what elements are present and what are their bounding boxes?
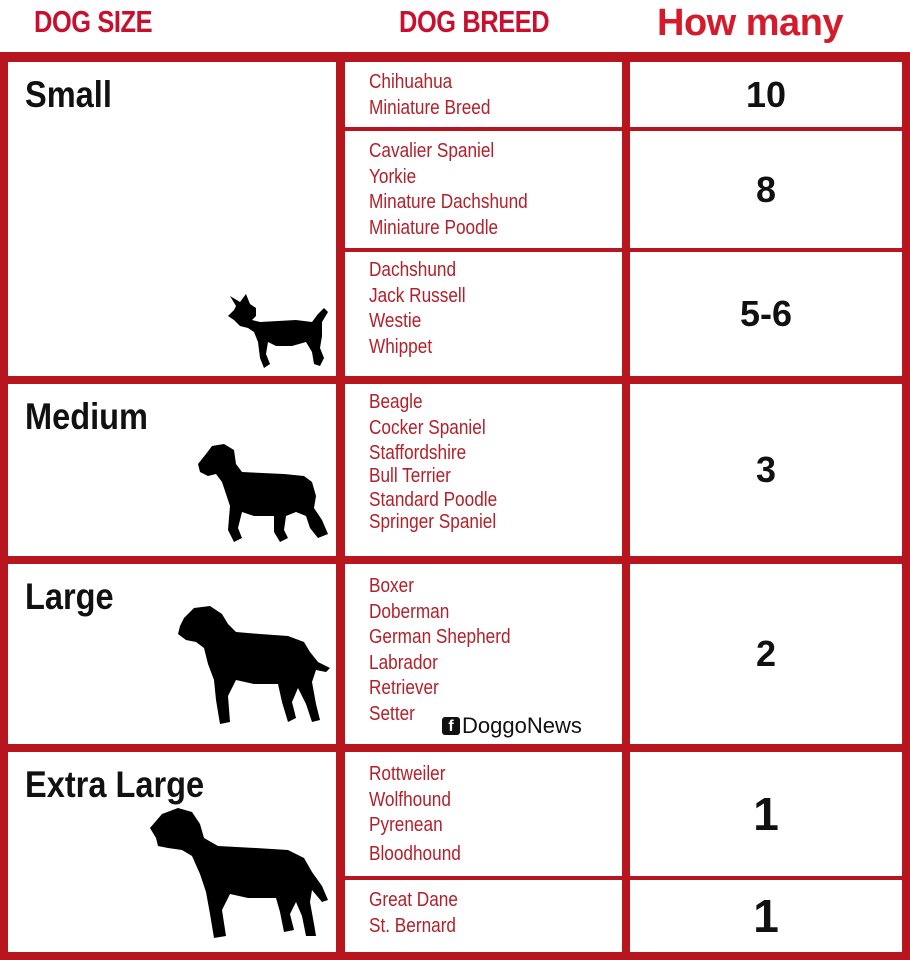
breed-cell <box>345 131 622 248</box>
breed-name: Westie <box>369 310 422 332</box>
breed-name: Miniature Poodle <box>369 216 499 239</box>
count-value: 10 <box>745 73 787 115</box>
breed-name: Bloodhound <box>369 842 461 865</box>
breed-cell <box>345 880 622 952</box>
count-cell <box>630 62 902 127</box>
breed-name: Yorkie <box>369 165 417 188</box>
extra-large-dog-silhouette-icon <box>146 806 330 940</box>
dog-size-header: DOG SIZE <box>34 4 153 39</box>
count-cell <box>630 564 902 744</box>
breed-cell <box>345 62 622 127</box>
count-value: 1 <box>753 890 779 942</box>
count-cell <box>630 131 902 248</box>
breed-name: Whippet <box>369 335 433 358</box>
size-cell-small <box>8 62 336 376</box>
count-value: 2 <box>755 633 777 674</box>
breed-name: German Shepherd <box>369 626 511 648</box>
breed-list <box>369 258 466 360</box>
breed-name: St. Bernard <box>369 914 457 937</box>
count-cell <box>630 252 902 376</box>
breed-name: Pyrenean <box>369 814 443 836</box>
breed-name: Beagle <box>369 391 423 413</box>
breed-name: Minature Dachshund <box>369 191 528 213</box>
breed-name: Standard Poodle <box>369 488 498 511</box>
breed-list <box>369 762 461 867</box>
size-label: Large <box>25 576 114 617</box>
small-dog-silhouette-icon <box>226 292 332 372</box>
breed-name: Dachshund <box>369 259 457 281</box>
breed-name: Great Dane <box>369 889 458 911</box>
breed-name: Cavalier Spaniel <box>369 140 495 162</box>
breed-name: Chihuahua <box>369 71 453 93</box>
breed-list <box>369 390 497 536</box>
medium-dog-silhouette-icon <box>194 442 330 546</box>
count-cell <box>630 384 902 556</box>
size-cell-medium <box>8 384 336 556</box>
breed-name: Jack Russell <box>369 284 466 307</box>
breed-name: Setter <box>369 702 415 725</box>
how-many-header: How many <box>657 2 844 44</box>
breed-name: Cocker Spaniel <box>369 416 486 439</box>
size-label: Small <box>25 74 112 115</box>
count-value: 8 <box>755 168 777 210</box>
count-cell <box>630 752 902 876</box>
breed-list <box>369 574 511 727</box>
dog-breed-header: DOG BREED <box>399 4 550 39</box>
breed-name: Staffordshire <box>369 442 467 464</box>
count-value: 3 <box>755 449 777 490</box>
watermark-text: DoggoNews <box>462 713 582 738</box>
breed-name: Miniature Breed <box>369 96 491 119</box>
breed-name: Springer Spaniel <box>369 511 497 533</box>
breed-name: Rottweiler <box>369 763 446 785</box>
breed-cell <box>345 252 622 376</box>
breed-list <box>369 888 458 939</box>
breed-name: Bull Terrier <box>369 464 451 487</box>
large-dog-silhouette-icon <box>170 604 332 730</box>
breed-list <box>369 70 490 121</box>
count-value: 1 <box>753 788 779 840</box>
size-label: Extra Large <box>25 764 205 805</box>
breed-name: Retriever <box>369 677 439 699</box>
breed-name: Wolfhound <box>369 788 451 811</box>
count-value: 5-6 <box>739 293 793 334</box>
size-cell-extra-large <box>8 752 336 952</box>
breed-list <box>369 139 528 241</box>
breed-name: Boxer <box>369 575 414 597</box>
size-cell-large <box>8 564 336 744</box>
breed-cell <box>345 384 622 556</box>
count-cell <box>630 880 902 952</box>
breed-name: Doberman <box>369 600 450 623</box>
breed-cell <box>345 752 622 876</box>
dog-size-table <box>0 52 910 960</box>
breed-name: Labrador <box>369 651 438 674</box>
doggonews-watermark <box>440 713 584 739</box>
facebook-icon: f <box>442 717 460 735</box>
size-label: Medium <box>25 396 149 437</box>
